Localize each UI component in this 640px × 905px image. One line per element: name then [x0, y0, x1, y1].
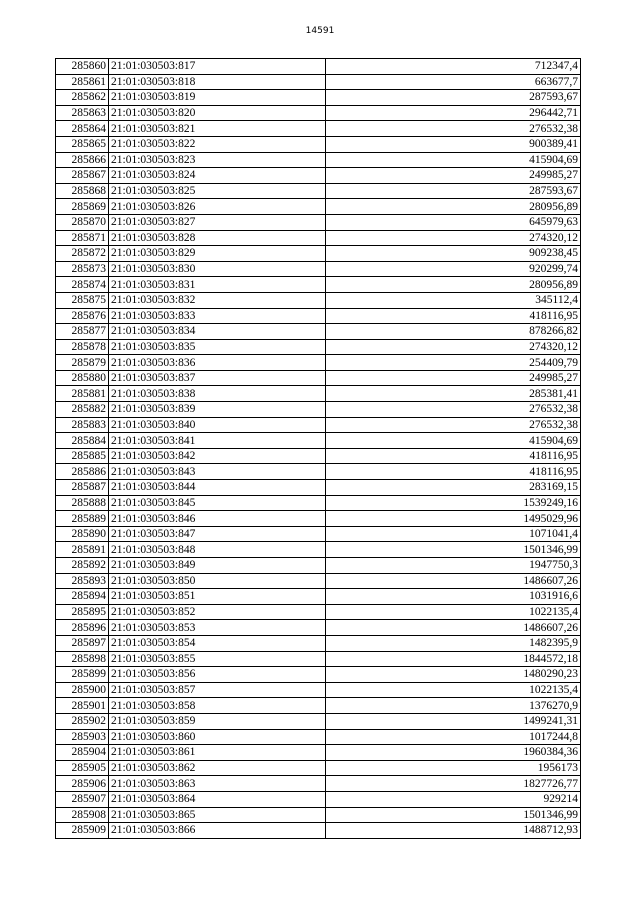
table-row: [56, 261, 581, 277]
cadastral-value-cell: 287593,67: [326, 90, 581, 106]
row-number-cell: 285869: [56, 199, 109, 215]
cadastral-value-cell: 1482395,9: [326, 635, 581, 651]
cadastral-number-cell: 21:01:030503:859: [109, 713, 326, 729]
cadastral-value-cell: 1960384,36: [326, 745, 581, 761]
cadastral-number-cell: 21:01:030503:824: [109, 168, 326, 184]
table-row: [56, 90, 581, 106]
cadastral-number-cell: 21:01:030503:863: [109, 776, 326, 792]
row-number-cell: 285895: [56, 604, 109, 620]
cadastral-value-cell: 274320,12: [326, 339, 581, 355]
cadastral-value-cell: 1017244,8: [326, 729, 581, 745]
cadastral-value-cell: 1486607,26: [326, 573, 581, 589]
table-row: [56, 604, 581, 620]
cadastral-value-cell: 249985,27: [326, 168, 581, 184]
cadastral-number-cell: 21:01:030503:864: [109, 791, 326, 807]
row-number-cell: 285883: [56, 417, 109, 433]
table-row: [56, 558, 581, 574]
cadastral-number-cell: 21:01:030503:837: [109, 370, 326, 386]
cadastral-value-cell: 1022135,4: [326, 604, 581, 620]
cadastral-number-cell: 21:01:030503:852: [109, 604, 326, 620]
cadastral-value-cell: 929214: [326, 791, 581, 807]
cadastral-value-cell: 920299,74: [326, 261, 581, 277]
row-number-cell: 285897: [56, 635, 109, 651]
row-number-cell: 285879: [56, 355, 109, 371]
cadastral-number-cell: 21:01:030503:818: [109, 74, 326, 90]
table-row: [56, 667, 581, 683]
table-row: [56, 511, 581, 527]
row-number-cell: 285882: [56, 402, 109, 418]
table-row: [56, 370, 581, 386]
cadastral-value-cell: 1488712,93: [326, 823, 581, 839]
table-row: [56, 620, 581, 636]
row-number-cell: 285905: [56, 760, 109, 776]
table-row: [56, 386, 581, 402]
table-row: [56, 277, 581, 293]
cadastral-number-cell: 21:01:030503:850: [109, 573, 326, 589]
row-number-cell: 285890: [56, 526, 109, 542]
row-number-cell: 285875: [56, 292, 109, 308]
cadastral-value-cell: 1376270,9: [326, 698, 581, 714]
row-number-cell: 285889: [56, 511, 109, 527]
row-number-cell: 285878: [56, 339, 109, 355]
cadastral-number-cell: 21:01:030503:830: [109, 261, 326, 277]
table-row: [56, 542, 581, 558]
row-number-cell: 285899: [56, 667, 109, 683]
row-number-cell: 285877: [56, 324, 109, 340]
row-number-cell: 285860: [56, 59, 109, 75]
table-row: [56, 168, 581, 184]
table-row: [56, 589, 581, 605]
row-number-cell: 285868: [56, 183, 109, 199]
row-number-cell: 285907: [56, 791, 109, 807]
table-row: [56, 136, 581, 152]
cadastral-value-cell: 415904,69: [326, 433, 581, 449]
cadastral-number-cell: 21:01:030503:841: [109, 433, 326, 449]
cadastral-value-cell: 283169,15: [326, 480, 581, 496]
row-number-cell: 285908: [56, 807, 109, 823]
cadastral-value-cell: 900389,41: [326, 136, 581, 152]
cadastral-value-cell: 1022135,4: [326, 682, 581, 698]
row-number-cell: 285892: [56, 558, 109, 574]
table-row: [56, 760, 581, 776]
table-row: [56, 183, 581, 199]
row-number-cell: 285901: [56, 698, 109, 714]
cadastral-number-cell: 21:01:030503:817: [109, 59, 326, 75]
table-row: [56, 480, 581, 496]
cadastral-number-cell: 21:01:030503:827: [109, 214, 326, 230]
cadastral-value-cell: 415904,69: [326, 152, 581, 168]
cadastral-number-cell: 21:01:030503:820: [109, 105, 326, 121]
cadastral-number-cell: 21:01:030503:851: [109, 589, 326, 605]
cadastral-value-cell: 1844572,18: [326, 651, 581, 667]
cadastral-value-cell: 1480290,23: [326, 667, 581, 683]
cadastral-value-cell: 276532,38: [326, 417, 581, 433]
cadastral-value-cell: 645979,63: [326, 214, 581, 230]
page-number: 14591: [305, 26, 335, 36]
table-row: [56, 230, 581, 246]
row-number-cell: 285903: [56, 729, 109, 745]
cadastral-value-table: [55, 58, 581, 839]
cadastral-number-cell: 21:01:030503:858: [109, 698, 326, 714]
cadastral-number-cell: 21:01:030503:862: [109, 760, 326, 776]
cadastral-number-cell: 21:01:030503:821: [109, 121, 326, 137]
cadastral-number-cell: 21:01:030503:866: [109, 823, 326, 839]
cadastral-number-cell: 21:01:030503:839: [109, 402, 326, 418]
row-number-cell: 285886: [56, 464, 109, 480]
cadastral-number-cell: 21:01:030503:860: [109, 729, 326, 745]
cadastral-number-cell: 21:01:030503:826: [109, 199, 326, 215]
table-row: [56, 745, 581, 761]
cadastral-number-cell: 21:01:030503:838: [109, 386, 326, 402]
table-row: [56, 526, 581, 542]
cadastral-number-cell: 21:01:030503:828: [109, 230, 326, 246]
table-row: [56, 152, 581, 168]
table-row: [56, 573, 581, 589]
cadastral-number-cell: 21:01:030503:834: [109, 324, 326, 340]
cadastral-number-cell: 21:01:030503:856: [109, 667, 326, 683]
table-row: [56, 698, 581, 714]
table-row: [56, 791, 581, 807]
table-row: [56, 339, 581, 355]
cadastral-value-cell: 909238,45: [326, 246, 581, 262]
row-number-cell: 285881: [56, 386, 109, 402]
cadastral-value-cell: 1031916,6: [326, 589, 581, 605]
cadastral-number-cell: 21:01:030503:855: [109, 651, 326, 667]
table-row: [56, 682, 581, 698]
cadastral-number-cell: 21:01:030503:854: [109, 635, 326, 651]
cadastral-number-cell: 21:01:030503:848: [109, 542, 326, 558]
cadastral-value-cell: 254409,79: [326, 355, 581, 371]
cadastral-number-cell: 21:01:030503:845: [109, 495, 326, 511]
row-number-cell: 285874: [56, 277, 109, 293]
cadastral-number-cell: 21:01:030503:861: [109, 745, 326, 761]
row-number-cell: 285891: [56, 542, 109, 558]
row-number-cell: 285864: [56, 121, 109, 137]
table-row: [56, 729, 581, 745]
table-row: [56, 402, 581, 418]
cadastral-value-cell: 1486607,26: [326, 620, 581, 636]
row-number-cell: 285880: [56, 370, 109, 386]
cadastral-number-cell: 21:01:030503:835: [109, 339, 326, 355]
table-row: [56, 59, 581, 75]
table-row: [56, 433, 581, 449]
row-number-cell: 285866: [56, 152, 109, 168]
cadastral-value-cell: 1956173: [326, 760, 581, 776]
table-row: [56, 74, 581, 90]
cadastral-number-cell: 21:01:030503:846: [109, 511, 326, 527]
table-row: [56, 823, 581, 839]
cadastral-number-cell: 21:01:030503:847: [109, 526, 326, 542]
cadastral-number-cell: 21:01:030503:833: [109, 308, 326, 324]
table-row: [56, 713, 581, 729]
cadastral-number-cell: 21:01:030503:857: [109, 682, 326, 698]
cadastral-number-cell: 21:01:030503:822: [109, 136, 326, 152]
row-number-cell: 285863: [56, 105, 109, 121]
cadastral-value-cell: 280956,89: [326, 277, 581, 293]
cadastral-value-cell: 418116,95: [326, 308, 581, 324]
cadastral-value-cell: 1499241,31: [326, 713, 581, 729]
table-row: [56, 355, 581, 371]
cadastral-value-cell: 1501346,99: [326, 807, 581, 823]
cadastral-number-cell: 21:01:030503:842: [109, 448, 326, 464]
cadastral-value-cell: 1827726,77: [326, 776, 581, 792]
cadastral-value-cell: 1495029,96: [326, 511, 581, 527]
cadastral-value-cell: 418116,95: [326, 464, 581, 480]
row-number-cell: 285870: [56, 214, 109, 230]
row-number-cell: 285876: [56, 308, 109, 324]
row-number-cell: 285888: [56, 495, 109, 511]
table-row: [56, 214, 581, 230]
row-number-cell: 285906: [56, 776, 109, 792]
cadastral-value-cell: 285381,41: [326, 386, 581, 402]
row-number-cell: 285872: [56, 246, 109, 262]
cadastral-number-cell: 21:01:030503:825: [109, 183, 326, 199]
cadastral-value-cell: 1071041,4: [326, 526, 581, 542]
row-number-cell: 285871: [56, 230, 109, 246]
cadastral-value-cell: 878266,82: [326, 324, 581, 340]
cadastral-value-cell: 296442,71: [326, 105, 581, 121]
cadastral-value-cell: 345112,4: [326, 292, 581, 308]
table-row: [56, 292, 581, 308]
row-number-cell: 285873: [56, 261, 109, 277]
row-number-cell: 285909: [56, 823, 109, 839]
cadastral-number-cell: 21:01:030503:844: [109, 480, 326, 496]
table-row: [56, 776, 581, 792]
cadastral-value-cell: 287593,67: [326, 183, 581, 199]
table-row: [56, 308, 581, 324]
table-row: [56, 121, 581, 137]
cadastral-value-cell: 274320,12: [326, 230, 581, 246]
table-row: [56, 635, 581, 651]
table-row: [56, 807, 581, 823]
cadastral-value-cell: 276532,38: [326, 121, 581, 137]
cadastral-number-cell: 21:01:030503:832: [109, 292, 326, 308]
cadastral-number-cell: 21:01:030503:836: [109, 355, 326, 371]
cadastral-number-cell: 21:01:030503:823: [109, 152, 326, 168]
row-number-cell: 285902: [56, 713, 109, 729]
table-row: [56, 199, 581, 215]
cadastral-value-cell: 1947750,3: [326, 558, 581, 574]
table-row: [56, 495, 581, 511]
row-number-cell: 285904: [56, 745, 109, 761]
cadastral-number-cell: 21:01:030503:865: [109, 807, 326, 823]
row-number-cell: 285900: [56, 682, 109, 698]
cadastral-value-cell: 663677,7: [326, 74, 581, 90]
table-row: [56, 324, 581, 340]
cadastral-number-cell: 21:01:030503:849: [109, 558, 326, 574]
row-number-cell: 285862: [56, 90, 109, 106]
row-number-cell: 285893: [56, 573, 109, 589]
table-row: [56, 417, 581, 433]
row-number-cell: 285896: [56, 620, 109, 636]
cadastral-value-cell: 249985,27: [326, 370, 581, 386]
row-number-cell: 285884: [56, 433, 109, 449]
cadastral-number-cell: 21:01:030503:853: [109, 620, 326, 636]
cadastral-number-cell: 21:01:030503:819: [109, 90, 326, 106]
row-number-cell: 285867: [56, 168, 109, 184]
table-row: [56, 464, 581, 480]
cadastral-value-cell: 1501346,99: [326, 542, 581, 558]
table-body: [56, 59, 581, 839]
row-number-cell: 285865: [56, 136, 109, 152]
row-number-cell: 285898: [56, 651, 109, 667]
row-number-cell: 285887: [56, 480, 109, 496]
cadastral-number-cell: 21:01:030503:843: [109, 464, 326, 480]
cadastral-value-cell: 276532,38: [326, 402, 581, 418]
table-row: [56, 448, 581, 464]
cadastral-value-cell: 712347,4: [326, 59, 581, 75]
cadastral-value-cell: 1539249,16: [326, 495, 581, 511]
row-number-cell: 285861: [56, 74, 109, 90]
row-number-cell: 285885: [56, 448, 109, 464]
cadastral-number-cell: 21:01:030503:831: [109, 277, 326, 293]
table-row: [56, 246, 581, 262]
cadastral-number-cell: 21:01:030503:840: [109, 417, 326, 433]
table-row: [56, 105, 581, 121]
cadastral-value-cell: 418116,95: [326, 448, 581, 464]
table-row: [56, 651, 581, 667]
cadastral-value-cell: 280956,89: [326, 199, 581, 215]
cadastral-number-cell: 21:01:030503:829: [109, 246, 326, 262]
row-number-cell: 285894: [56, 589, 109, 605]
